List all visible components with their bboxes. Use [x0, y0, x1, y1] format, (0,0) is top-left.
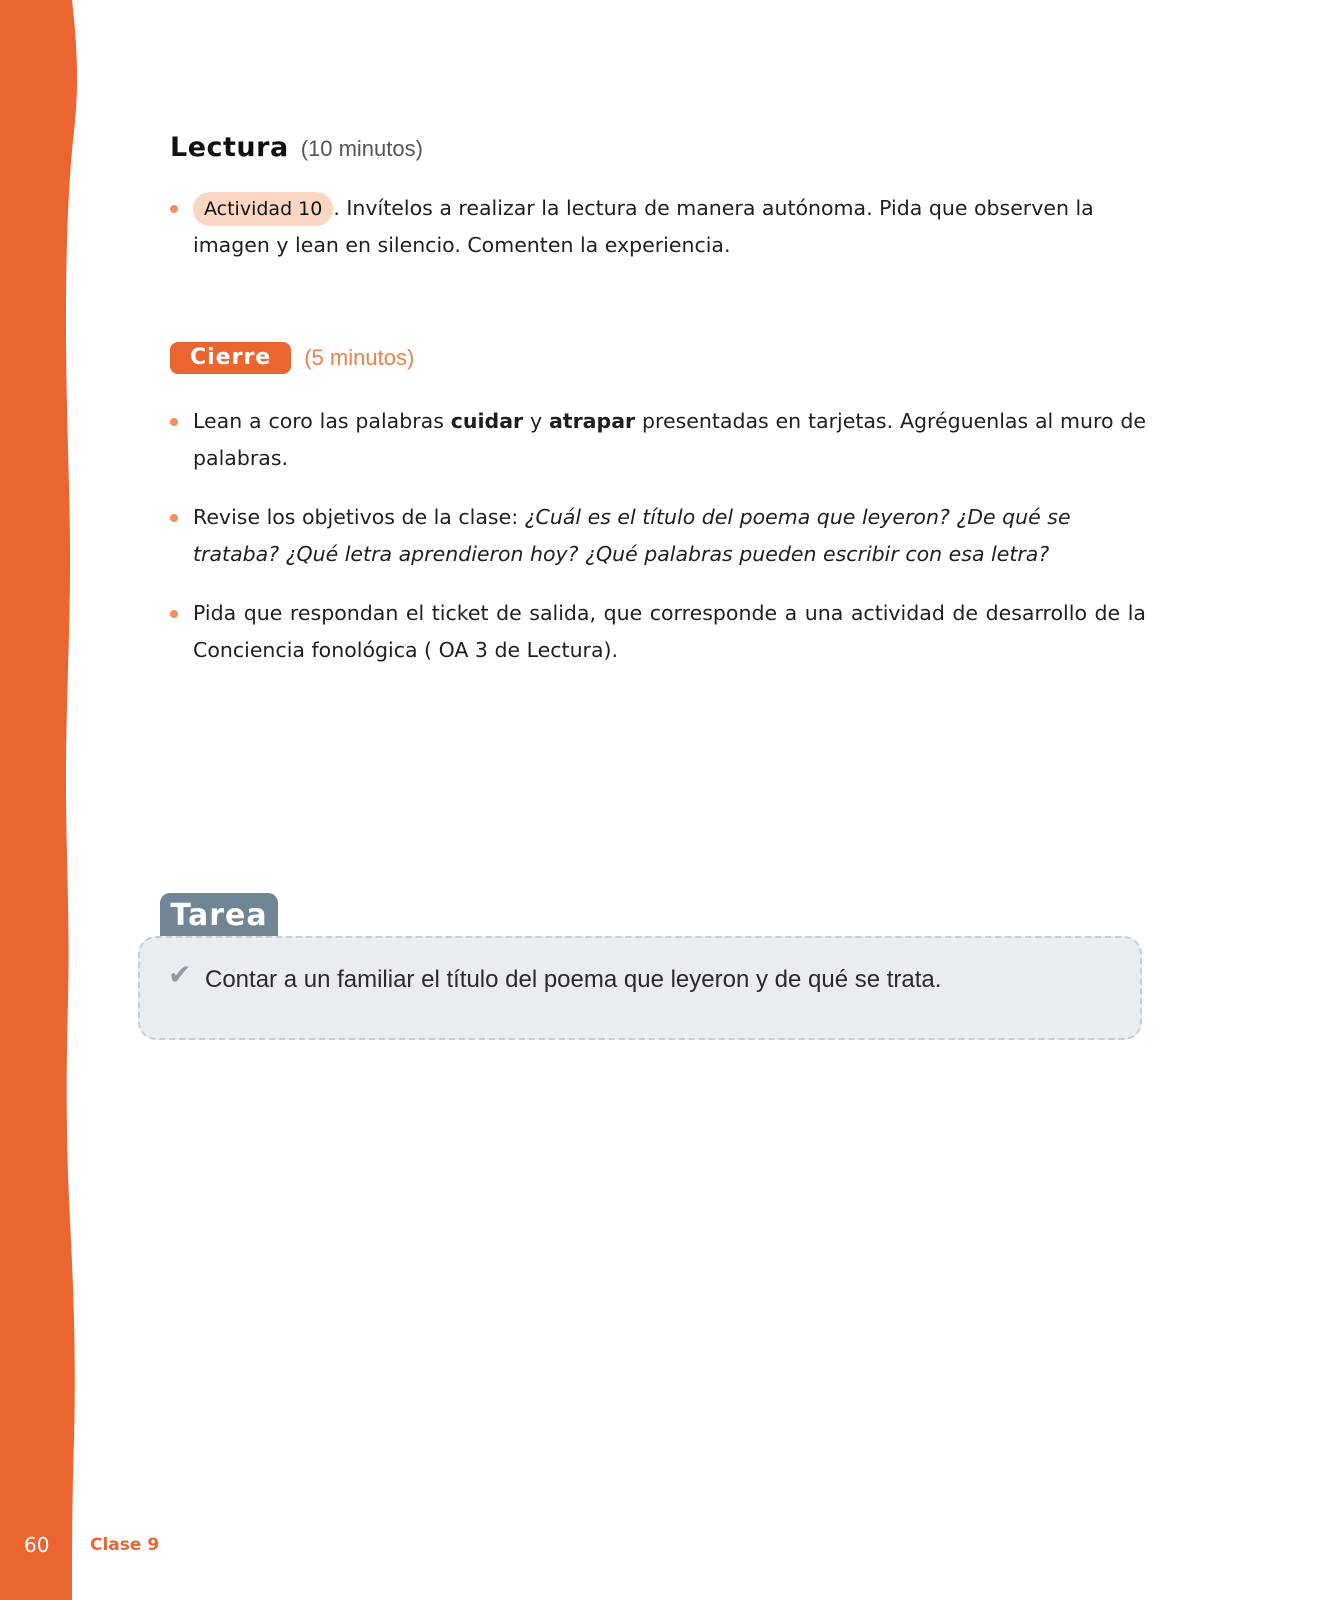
bullet-icon	[170, 514, 178, 522]
lectura-list	[170, 190, 1146, 286]
list-item	[170, 499, 1146, 573]
cierre-duration: (5 minutos)	[304, 345, 415, 370]
tarea-box	[138, 936, 1142, 1040]
bullet-icon	[170, 610, 178, 618]
list-item	[170, 403, 1146, 477]
lectura-duration: (10 minutos)	[300, 136, 423, 161]
bullet-icon	[170, 205, 178, 213]
list-item	[170, 595, 1146, 669]
list-item	[170, 190, 1146, 264]
word-atrapar: atrapar	[548, 409, 636, 433]
footer-label: Clase 9	[90, 1535, 160, 1555]
page-number: 60	[24, 1533, 50, 1557]
cierre-item1-text2: y	[523, 409, 549, 433]
check-icon: ✔	[168, 958, 192, 991]
tarea-title: Tarea	[160, 893, 278, 937]
word-cuidar: cuidar	[450, 409, 524, 433]
cierre-title: Cierre	[170, 342, 291, 374]
cierre-item3-text: Pida que respondan el ticket de salida, que corresponde a una actividad de desarrollo de la Conciencia fonológica ( OA 3 de Lectura).	[193, 601, 1146, 662]
activity-badge: Actividad 10	[193, 192, 333, 226]
cierre-item2-text: Revise los objetivos de la clase:	[193, 505, 525, 529]
tarea-text: Contar a un familiar el título del poema que leyeron y de qué se trata.	[205, 966, 942, 993]
cierre-item1-text3: presentadas en tarjetas. Agréguenlas al muro de palabras.	[193, 409, 1146, 470]
side-band	[0, 0, 80, 1600]
cierre-list	[170, 403, 1146, 691]
lectura-item-text: . Invítelos a realizar la lectura de manera autónoma. Pida que observen la imagen y lean en silencio. Comenten la experiencia.	[193, 196, 1094, 257]
cierre-item1-text1: Lean a coro las palabras	[193, 409, 451, 433]
cierre-item2-questions: ¿Cuál es el título del poema que leyeron? ¿De qué se trataba? ¿Qué letra aprendieron hoy? ¿Qué palabras pueden escribir con esa letra?	[193, 505, 1071, 566]
lectura-title: Lectura	[170, 132, 289, 163]
lectura-heading	[170, 132, 423, 163]
bullet-icon	[170, 418, 178, 426]
cierre-heading	[170, 342, 414, 374]
